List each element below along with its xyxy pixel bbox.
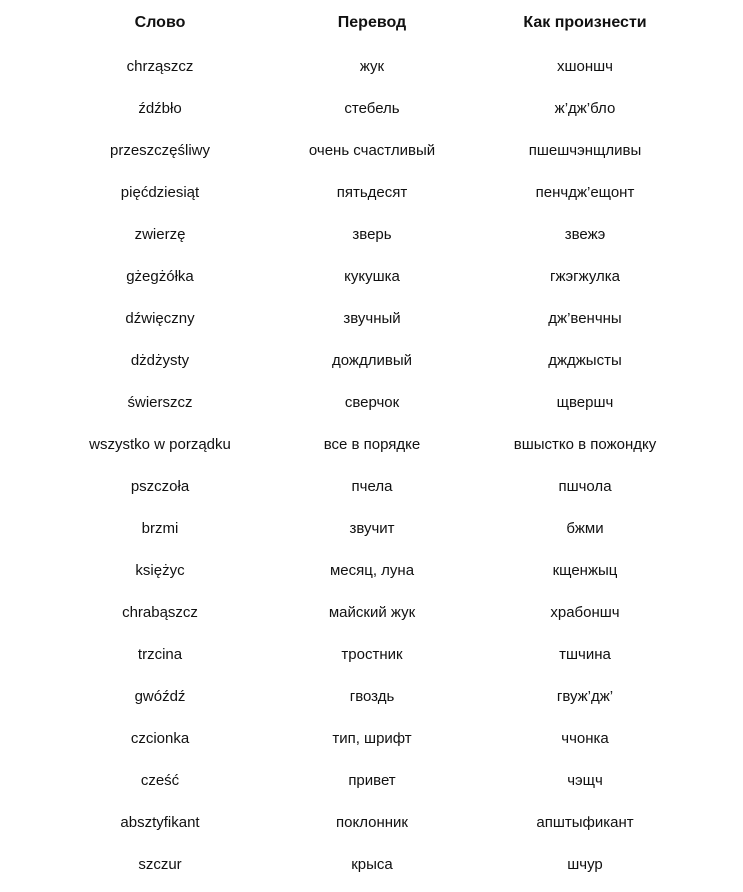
word-cell: trzcina — [137, 646, 183, 663]
translation-cell: звучный — [343, 310, 401, 327]
translation-cell: гвоздь — [349, 688, 395, 705]
pronunciation-cell: пенчдж’ещонт — [535, 184, 635, 201]
table-row — [0, 304, 743, 334]
pronunciation-cell: джджысты — [548, 352, 622, 369]
translation-cell: поклонник — [336, 814, 408, 831]
header-translation: Перевод — [337, 14, 407, 31]
word-cell: źdźbło — [138, 100, 182, 117]
translation-cell: тростник — [341, 646, 403, 663]
pronunciation-cell: шчур — [567, 856, 603, 873]
table-row — [0, 682, 743, 712]
translation-cell: майский жук — [328, 604, 416, 621]
table-row — [0, 472, 743, 502]
word-cell: pięćdziesiąt — [120, 184, 200, 201]
word-cell: świerszcz — [127, 394, 193, 411]
word-cell: pszczoła — [130, 478, 190, 495]
word-cell: dźwięczny — [125, 310, 195, 327]
word-cell: chrabąszcz — [122, 604, 198, 621]
word-cell: księżyc — [135, 562, 185, 579]
table-header — [0, 8, 743, 38]
translation-cell: тип, шрифт — [332, 730, 412, 747]
pronunciation-cell: храбоншч — [550, 604, 620, 621]
translation-cell: месяц, луна — [329, 562, 415, 579]
pronunciation-cell: хшоншч — [556, 58, 613, 75]
table-row — [0, 136, 743, 166]
translation-cell: жук — [359, 58, 385, 75]
translation-cell: зверь — [352, 226, 392, 243]
table-row — [0, 514, 743, 544]
pronunciation-cell: ччонка — [561, 730, 609, 747]
pronunciation-cell: пшешчэнщливы — [528, 142, 642, 159]
translation-cell: крыса — [351, 856, 393, 873]
translation-cell: пятьдесят — [336, 184, 408, 201]
translation-cell: кукушка — [344, 268, 400, 285]
table-row — [0, 430, 743, 460]
translation-cell: все в порядке — [323, 436, 421, 453]
table-row — [0, 178, 743, 208]
table-row — [0, 640, 743, 670]
table-row — [0, 808, 743, 838]
pronunciation-cell: апштыфикант — [536, 814, 634, 831]
pronunciation-cell: тшчина — [559, 646, 611, 663]
pronunciation-cell: вшыстко в пожондку — [513, 436, 657, 453]
pronunciation-cell: щвершч — [556, 394, 614, 411]
pronunciation-cell: чэщч — [567, 772, 603, 789]
translation-cell: звучит — [349, 520, 395, 537]
word-cell: brzmi — [141, 520, 179, 537]
word-cell: wszystko w porządku — [89, 436, 231, 453]
translation-cell: сверчок — [344, 394, 400, 411]
table-row — [0, 724, 743, 754]
table-row — [0, 220, 743, 250]
pronunciation-cell: пшчола — [558, 478, 612, 495]
table-row — [0, 556, 743, 586]
pronunciation-cell: кщенжыц — [552, 562, 618, 579]
pronunciation-cell: бжми — [566, 520, 604, 537]
table-row — [0, 262, 743, 292]
table-row — [0, 346, 743, 376]
pronunciation-cell: гвуж’дж’ — [556, 688, 614, 705]
pronunciation-cell: гжэгжулка — [550, 268, 620, 285]
pronunciation-cell: ж’дж’бло — [554, 100, 616, 117]
translation-cell: стебель — [344, 100, 400, 117]
word-cell: czcionka — [130, 730, 190, 747]
translation-cell: пчела — [351, 478, 393, 495]
translation-cell: привет — [348, 772, 396, 789]
word-cell: gżegżółka — [126, 268, 194, 285]
table-row — [0, 850, 743, 880]
header-word: Слово — [134, 14, 186, 31]
word-cell: absztyfikant — [120, 814, 200, 831]
translation-cell: дождливый — [332, 352, 412, 369]
table-row — [0, 52, 743, 82]
table-row — [0, 94, 743, 124]
word-cell: chrząszcz — [126, 58, 194, 75]
table-row — [0, 598, 743, 628]
word-cell: cześć — [140, 772, 180, 789]
word-cell: przeszczęśliwy — [109, 142, 211, 159]
pronunciation-cell: дж’венчны — [548, 310, 622, 327]
word-cell: zwierzę — [134, 226, 186, 243]
word-cell: szczur — [138, 856, 182, 873]
header-pronunciation: Как произнести — [523, 14, 647, 31]
table-row — [0, 388, 743, 418]
pronunciation-cell: звежэ — [564, 226, 606, 243]
word-cell: dżdżysty — [130, 352, 190, 369]
table-row — [0, 766, 743, 796]
translation-cell: очень счастливый — [308, 142, 436, 159]
word-cell: gwóźdź — [134, 688, 186, 705]
